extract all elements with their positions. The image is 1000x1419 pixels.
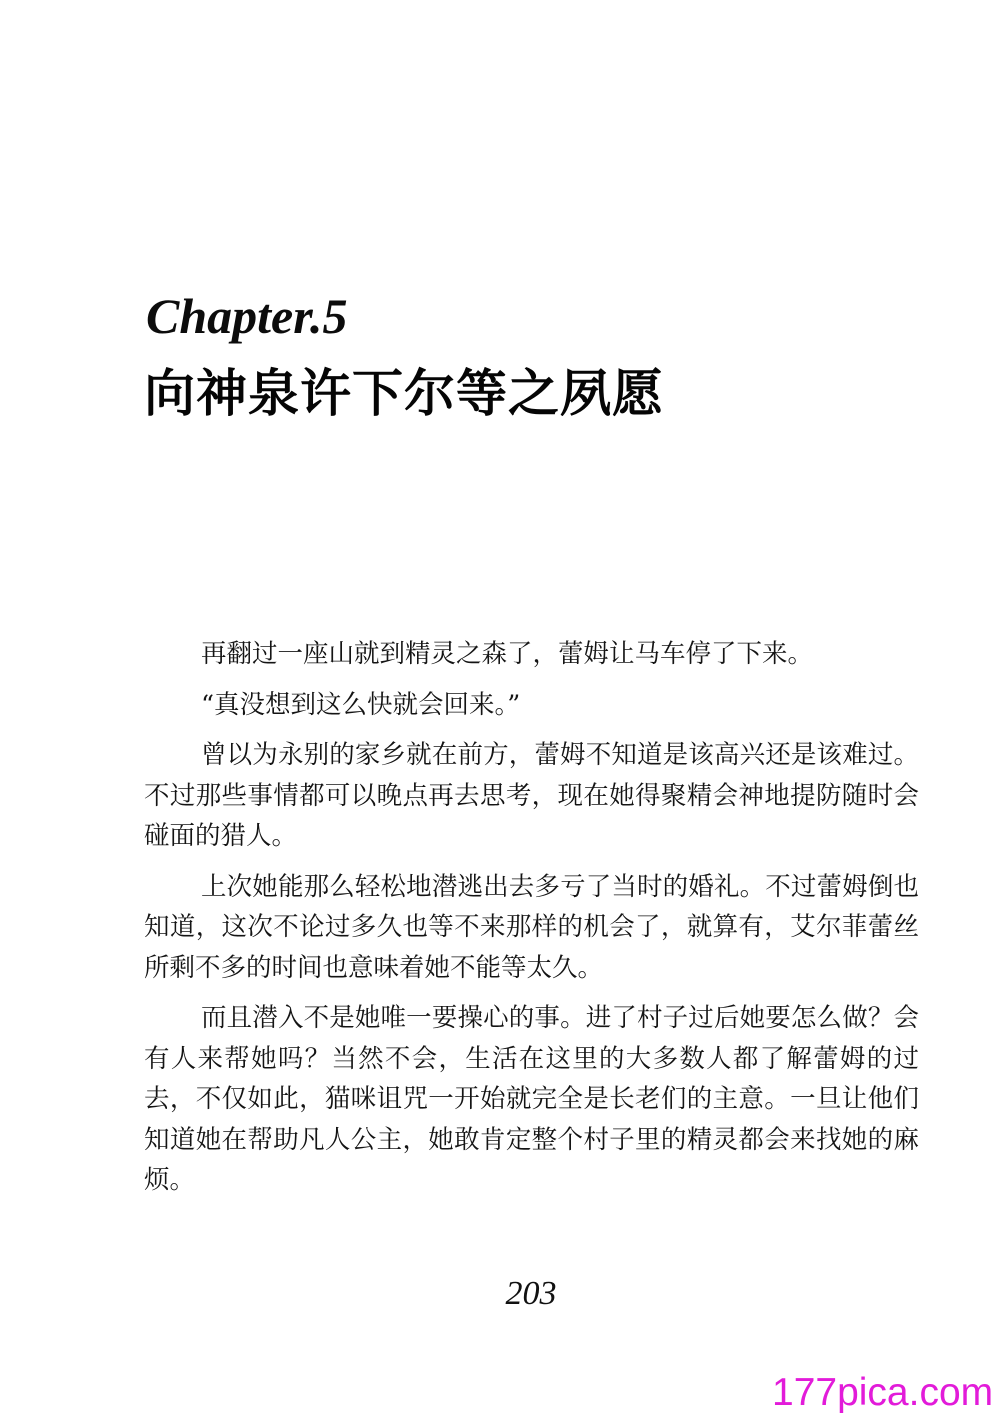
paragraph: 曾以为永别的家乡就在前方，蕾姆不知道是该高兴还是该难过。不过那些事情都可以晚点再去思考，现在她得聚精会神地提防随时会碰面的猎人。 [144,740,919,851]
chapter-title: 向神泉许下尔等之夙愿 [144,365,665,424]
chapter-label: Chapter.5 [146,288,348,344]
body-text [144,634,919,1211]
paragraph: 上次她能那么轻松地潜逃出去多亏了当时的婚礼。不过蕾姆倒也知道，这次不论过多久也等不来那样的机会了，就算有，艾尔菲蕾丝所剩不多的时间也意味着她不能等太久。 [144,871,919,983]
paragraph: 再翻过一座山就到精灵之森了，蕾姆让马车停了下来。 [201,639,814,669]
page-number: 203 [505,1275,557,1312]
watermark: 177pica.com [772,1371,994,1414]
paragraph: 而且潜入不是她唯一要操心的事。进了村子过后她要怎么做？会有人来帮她吗？当然不会，生活在这里的大多数人都了解蕾姆的过去，不仅如此，猫咪诅咒一开始就完全是长老们的主意。一旦让他们知道她在帮助凡人公主，她敢肯定整个村子里的精灵都会来找她的麻烦。 [144,1003,919,1195]
paragraph: “真没想到这么快就会回来。” [201,689,521,720]
